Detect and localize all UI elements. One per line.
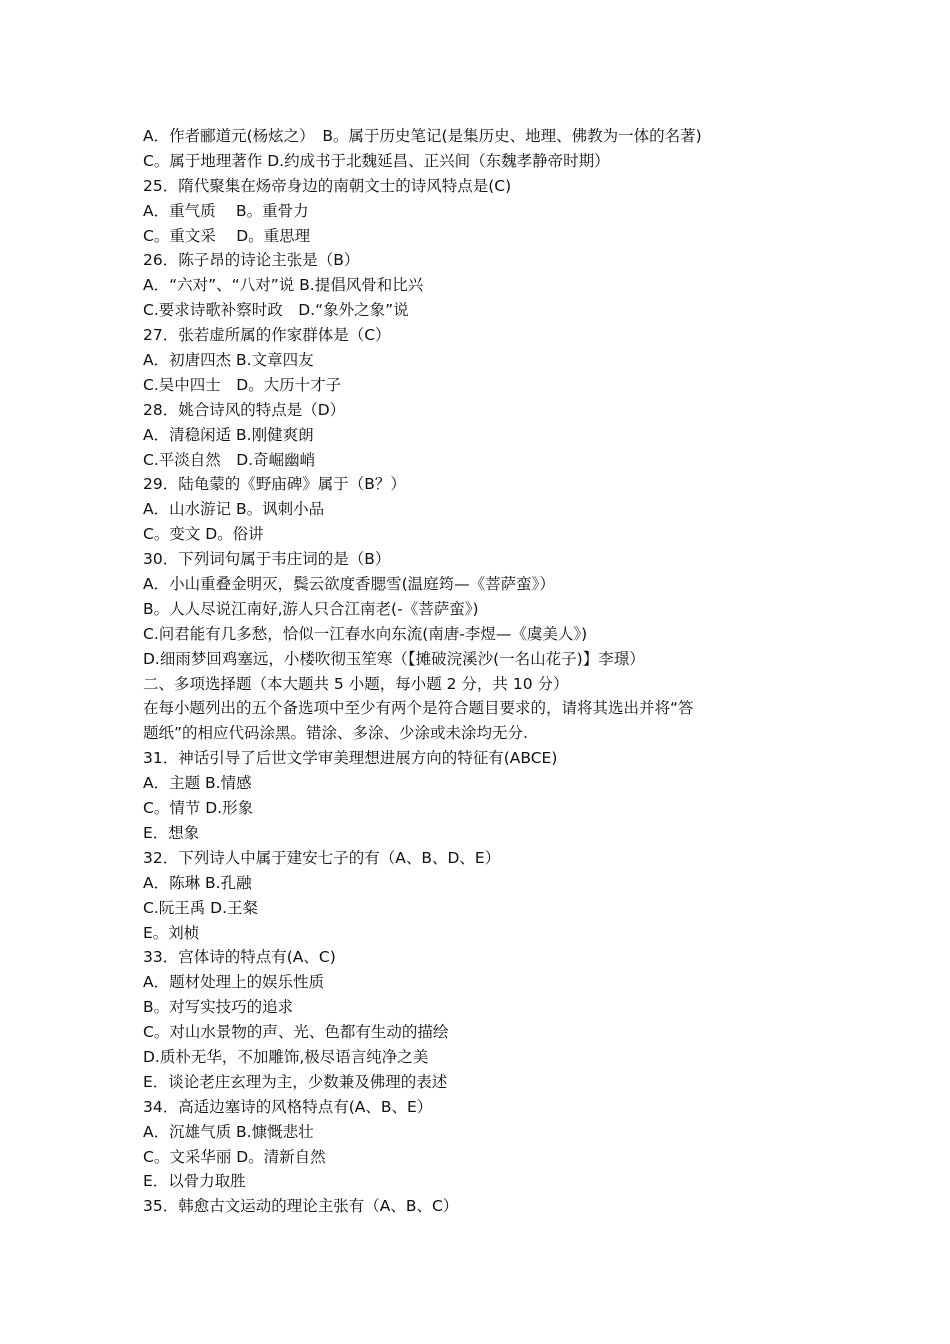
instruction-line: 在每小题列出的五个备选项中至少有两个是符合题目要求的，请将其选出并将“答 <box>143 699 694 718</box>
document-body <box>143 124 783 1219</box>
option-line: A．题材处理上的娱乐性质 <box>143 973 325 992</box>
option-line: B。对写实技巧的追求 <box>143 998 294 1017</box>
question-line: 35．韩愈古文运动的理论主张有（A、B、C） <box>143 1197 459 1216</box>
option-line: A．陈琳 B.孔融 <box>143 873 252 892</box>
question-line: 29．陆龟蒙的《野庙碑》属于（B？） <box>143 475 406 494</box>
question-line: 28．姚合诗风的特点是（D） <box>143 400 346 419</box>
option-line: A．小山重叠金明灭，鬓云欲度香腮雪(温庭筠—《菩萨蛮》） <box>143 575 555 594</box>
option-line: C。变文 D。俗讲 <box>143 525 264 544</box>
option-line: C.吴中四士 D。大历十才子 <box>143 375 342 394</box>
option-line: B。人人尽说江南好,游人只合江南老(-《菩萨蛮》) <box>143 599 479 618</box>
option-line: A．“六对”、“八对”说 B.提倡风骨和比兴 <box>143 276 424 295</box>
question-line: 30．下列词句属于韦庄词的是（B） <box>143 550 391 569</box>
question-line: 33．宫体诗的特点有(A、C) <box>143 948 336 967</box>
option-line: C.平淡自然 D.奇崛幽峭 <box>143 450 316 469</box>
option-line: D.质朴无华，不加雕饰,极尽语言纯净之美 <box>143 1047 429 1066</box>
option-line: A．沉雄气质 B.慷慨悲壮 <box>143 1122 314 1141</box>
option-line: E．以骨力取胜 <box>143 1172 246 1191</box>
question-line: 34．高适边塞诗的风格特点有(A、B、E） <box>143 1097 433 1116</box>
text-line: A．作者郦道元(杨炫之） B。属于历史笔记(是集历史、地理、佛教为一体的名著) <box>143 127 702 145</box>
option-line: C.要求诗歌补察时政 D.“象外之象”说 <box>143 301 409 320</box>
option-line: C。情节 D.形象 <box>143 799 254 818</box>
option-line: C.阮王禹 D.王粲 <box>143 898 259 917</box>
option-line: C。文采华丽 D。清新自然 <box>143 1147 326 1166</box>
option-line: D.细雨梦回鸡塞远，小楼吹彻玉笙寒（【摊破浣溪沙(一名山花子)】李璟） <box>143 649 645 668</box>
option-line: E。刘桢 <box>143 923 200 942</box>
option-line: E．谈论老庄玄理为主，少数兼及佛理的表述 <box>143 1072 448 1091</box>
section-heading: 二、多项选择题（本大题共 5 小题，每小题 2 分，共 10 分） <box>143 674 569 693</box>
option-line: A．主题 B.情感 <box>143 774 252 793</box>
option-line: C.问君能有几多愁，恰似一江春水向东流(南唐-李煜—《虞美人》) <box>143 624 588 643</box>
question-line: 26．陈子昂的诗论主张是（B） <box>143 251 360 270</box>
option-line: A．清稳闲适 B.刚健爽朗 <box>143 425 314 444</box>
text-line: C。属于地理著作 D.约成书于北魏延昌、正兴间（东魏孝静帝时期） <box>143 151 610 170</box>
option-line: E．想象 <box>143 823 200 842</box>
instruction-line: 题纸”的相应代码涂黑。错涂、多涂、少涂或未涂均无分. <box>143 724 528 743</box>
option-line: A．重气质 B。重骨力 <box>143 201 309 220</box>
option-line: C。重文采 D。重思理 <box>143 226 311 245</box>
question-line: 27．张若虚所属的作家群体是（C） <box>143 326 391 345</box>
option-line: C。对山水景物的声、光、色都有生动的描绘 <box>143 1023 449 1042</box>
option-line: A．山水游记 B。讽刺小品 <box>143 500 325 519</box>
question-line: 32．下列诗人中属于建安七子的有（A、B、D、E） <box>143 848 501 867</box>
question-line: 25．隋代聚集在炀帝身边的南朝文士的诗风特点是(C) <box>143 176 512 195</box>
option-line: A．初唐四杰 B.文章四友 <box>143 351 314 370</box>
question-line: 31．神话引导了后世文学审美理想进展方向的特征有(ABCE) <box>143 749 558 768</box>
